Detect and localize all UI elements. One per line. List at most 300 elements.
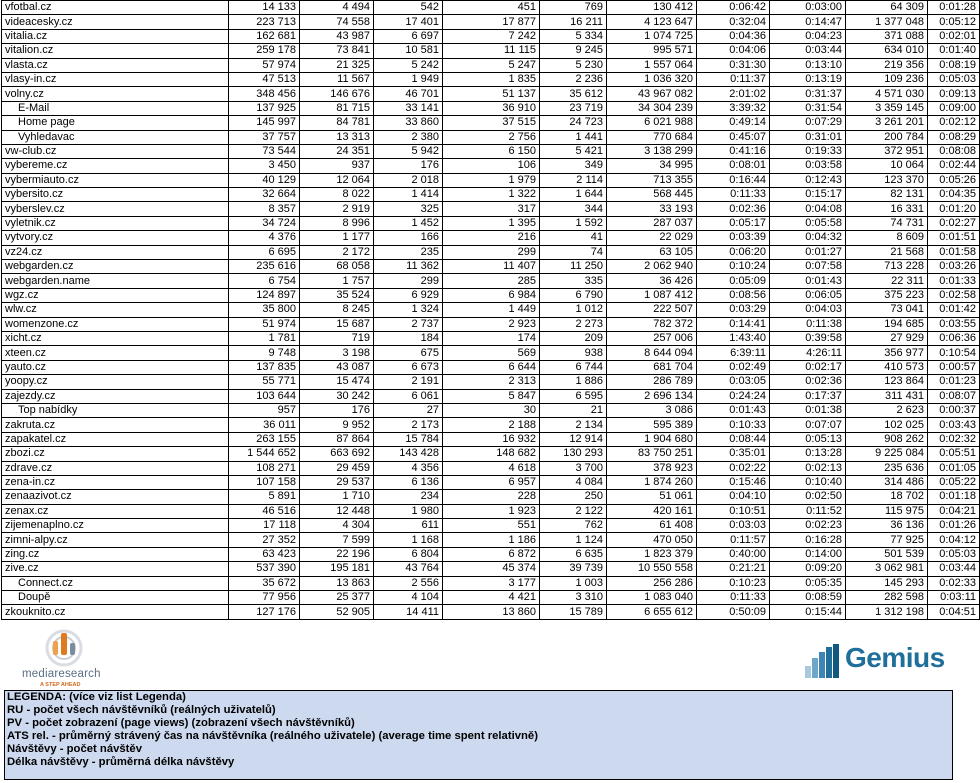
value-cell: 0:00:37 — [928, 403, 980, 417]
value-cell: 36 136 — [846, 519, 928, 533]
value-cell: 6 804 — [374, 547, 443, 561]
value-cell: 34 724 — [229, 216, 300, 230]
value-cell: 10 064 — [846, 159, 928, 173]
site-name-cell: vlasta.cz — [2, 58, 229, 72]
value-cell: 15 784 — [374, 432, 443, 446]
site-name-cell: webgarden.name — [2, 274, 229, 288]
value-cell: 0:05:17 — [697, 216, 770, 230]
value-cell: 1 452 — [374, 216, 443, 230]
value-cell: 27 929 — [846, 331, 928, 345]
value-cell: 29 537 — [300, 475, 374, 489]
value-cell: 9 225 084 — [846, 447, 928, 461]
value-cell: 2 556 — [374, 576, 443, 590]
table-row — [2, 490, 980, 504]
value-cell: 937 — [300, 159, 374, 173]
value-cell: 8 644 094 — [607, 346, 697, 360]
value-cell: 569 — [443, 346, 540, 360]
value-cell: 0:01:40 — [928, 44, 980, 58]
value-cell: 0:05:26 — [928, 173, 980, 187]
value-cell: 137 835 — [229, 360, 300, 374]
value-cell: 0:03:44 — [770, 44, 846, 58]
value-cell: 0:01:27 — [770, 245, 846, 259]
value-cell: 0:02:22 — [697, 461, 770, 475]
value-cell: 63 423 — [229, 547, 300, 561]
value-cell: 0:14:47 — [770, 15, 846, 29]
value-cell: 3 086 — [607, 403, 697, 417]
value-cell: 314 486 — [846, 475, 928, 489]
value-cell: 8 996 — [300, 216, 374, 230]
value-cell: 0:04:03 — [770, 303, 846, 317]
value-cell: 43 087 — [300, 360, 374, 374]
value-cell: 0:11:33 — [697, 188, 770, 202]
value-cell: 0:02:13 — [770, 461, 846, 475]
value-cell: 4 376 — [229, 231, 300, 245]
value-cell: 0:21:21 — [697, 562, 770, 576]
table-row — [2, 202, 980, 216]
value-cell: 0:03:03 — [697, 519, 770, 533]
value-cell: 1 886 — [540, 375, 607, 389]
table-row — [2, 288, 980, 302]
value-cell: 0:01:38 — [770, 403, 846, 417]
value-cell: 6 957 — [443, 475, 540, 489]
value-cell: 0:19:33 — [770, 144, 846, 158]
value-cell: 14 411 — [374, 605, 443, 619]
site-name-cell: xteen.cz — [2, 346, 229, 360]
value-cell: 663 692 — [300, 447, 374, 461]
mediaresearch-logo — [22, 628, 112, 694]
table-row — [2, 317, 980, 331]
value-cell: 0:16:44 — [697, 173, 770, 187]
value-cell: 1 923 — [443, 504, 540, 518]
value-cell: 146 676 — [300, 87, 374, 101]
table-row — [2, 15, 980, 29]
value-cell: 542 — [374, 1, 443, 15]
value-cell: 228 — [443, 490, 540, 504]
value-cell: 675 — [374, 346, 443, 360]
value-cell: 84 781 — [300, 116, 374, 130]
value-cell: 11 250 — [540, 260, 607, 274]
value-cell: 0:03:43 — [928, 418, 980, 432]
table-row — [2, 504, 980, 518]
table-row — [2, 72, 980, 86]
value-cell: 6 673 — [374, 360, 443, 374]
value-cell: 115 975 — [846, 504, 928, 518]
value-cell: 6 872 — [443, 547, 540, 561]
value-cell: 43 987 — [300, 29, 374, 43]
value-cell: 1 644 — [540, 188, 607, 202]
value-cell: 1 036 320 — [607, 72, 697, 86]
value-cell: 0:03:29 — [697, 303, 770, 317]
table-row — [2, 591, 980, 605]
value-cell: 36 011 — [229, 418, 300, 432]
value-cell: 11 115 — [443, 44, 540, 58]
table-row — [2, 188, 980, 202]
site-name-cell: volny.cz — [2, 87, 229, 101]
value-cell: 0:02:01 — [928, 29, 980, 43]
value-cell: 15 789 — [540, 605, 607, 619]
value-cell: 0:06:05 — [770, 288, 846, 302]
value-cell: 2 062 940 — [607, 260, 697, 274]
value-cell: 0:00:57 — [928, 360, 980, 374]
value-cell: 4 421 — [443, 591, 540, 605]
value-cell: 1 823 379 — [607, 547, 697, 561]
value-cell: 0:01:23 — [928, 375, 980, 389]
value-cell: 148 682 — [443, 447, 540, 461]
value-cell: 681 704 — [607, 360, 697, 374]
value-cell: 74 731 — [846, 216, 928, 230]
value-cell: 57 974 — [229, 58, 300, 72]
value-cell: 4 123 647 — [607, 15, 697, 29]
value-cell: 1 083 040 — [607, 591, 697, 605]
table-row — [2, 173, 980, 187]
value-cell: 0:06:42 — [697, 1, 770, 15]
value-cell: 1 757 — [300, 274, 374, 288]
value-cell: 6 595 — [540, 389, 607, 403]
value-cell: 235 — [374, 245, 443, 259]
table-row — [2, 1, 980, 15]
value-cell: 0:05:03 — [928, 72, 980, 86]
value-cell: 25 377 — [300, 591, 374, 605]
value-cell: 0:13:28 — [770, 447, 846, 461]
value-cell: 1 980 — [374, 504, 443, 518]
value-cell: 33 193 — [607, 202, 697, 216]
value-cell: 143 428 — [374, 447, 443, 461]
value-cell: 1 003 — [540, 576, 607, 590]
value-cell: 77 956 — [229, 591, 300, 605]
value-cell: 0:01:28 — [928, 1, 980, 15]
value-cell: 0:04:06 — [697, 44, 770, 58]
value-cell: 4 571 030 — [846, 87, 928, 101]
value-cell: 8 022 — [300, 188, 374, 202]
value-cell: 27 — [374, 403, 443, 417]
value-cell: 235 616 — [229, 260, 300, 274]
site-name-cell: zdrave.cz — [2, 461, 229, 475]
site-name-cell: webgarden.cz — [2, 260, 229, 274]
value-cell: 200 784 — [846, 130, 928, 144]
value-cell: 7 242 — [443, 29, 540, 43]
site-name-cell: xicht.cz — [2, 331, 229, 345]
value-cell: 713 355 — [607, 173, 697, 187]
value-cell: 0:12:43 — [770, 173, 846, 187]
value-cell: 611 — [374, 519, 443, 533]
value-cell: 51 974 — [229, 317, 300, 331]
legend-box — [4, 690, 953, 780]
value-cell: 2 236 — [540, 72, 607, 86]
site-name-cell: zajezdy.cz — [2, 389, 229, 403]
value-cell: 0:05:51 — [928, 447, 980, 461]
value-cell: 235 636 — [846, 461, 928, 475]
value-cell: 209 — [540, 331, 607, 345]
value-cell: 2 273 — [540, 317, 607, 331]
value-cell: 3 450 — [229, 159, 300, 173]
value-cell: 11 407 — [443, 260, 540, 274]
value-cell: 2:01:02 — [697, 87, 770, 101]
value-cell: 40 129 — [229, 173, 300, 187]
legend-line: Délka návštěvy - průměrná délka návštěvy — [7, 756, 235, 768]
value-cell: 0:39:58 — [770, 331, 846, 345]
value-cell: 35 672 — [229, 576, 300, 590]
value-cell: 1 324 — [374, 303, 443, 317]
value-cell: 1 087 412 — [607, 288, 697, 302]
value-cell: 0:04:08 — [770, 202, 846, 216]
value-cell: 0:09:20 — [770, 562, 846, 576]
value-cell: 2 737 — [374, 317, 443, 331]
value-cell: 45 374 — [443, 562, 540, 576]
value-cell: 1 544 652 — [229, 447, 300, 461]
value-cell: 9 952 — [300, 418, 374, 432]
site-name-cell: vyberslev.cz — [2, 202, 229, 216]
value-cell: 234 — [374, 490, 443, 504]
value-cell: 223 713 — [229, 15, 300, 29]
site-name-cell: vyletnik.cz — [2, 216, 229, 230]
site-name-cell: womenzone.cz — [2, 317, 229, 331]
value-cell: 43 967 082 — [607, 87, 697, 101]
value-cell: 8 357 — [229, 202, 300, 216]
value-cell: 259 178 — [229, 44, 300, 58]
value-cell: 6 644 — [443, 360, 540, 374]
value-cell: 2 756 — [443, 130, 540, 144]
value-cell: 451 — [443, 1, 540, 15]
value-cell: 2 172 — [300, 245, 374, 259]
value-cell: 0:15:17 — [770, 188, 846, 202]
value-cell: 0:11:57 — [697, 533, 770, 547]
value-cell: 0:10:54 — [928, 346, 980, 360]
value-cell: 24 351 — [300, 144, 374, 158]
value-cell: 0:01:20 — [928, 202, 980, 216]
value-cell: 287 037 — [607, 216, 697, 230]
value-cell: 256 286 — [607, 576, 697, 590]
value-cell: 1 557 064 — [607, 58, 697, 72]
table-row — [2, 274, 980, 288]
value-cell: 5 230 — [540, 58, 607, 72]
value-cell: 0:11:37 — [697, 72, 770, 86]
table-row — [2, 44, 980, 58]
value-cell: 9 748 — [229, 346, 300, 360]
value-cell: 73 041 — [846, 303, 928, 317]
value-cell: 32 664 — [229, 188, 300, 202]
value-cell: 33 860 — [374, 116, 443, 130]
value-cell: 0:08:01 — [697, 159, 770, 173]
value-cell: 568 445 — [607, 188, 697, 202]
value-cell: 9 245 — [540, 44, 607, 58]
value-cell: 0:09:13 — [928, 87, 980, 101]
value-cell: 1 874 260 — [607, 475, 697, 489]
value-cell: 0:04:12 — [928, 533, 980, 547]
value-cell: 311 431 — [846, 389, 928, 403]
value-cell: 1 124 — [540, 533, 607, 547]
value-cell: 3:39:32 — [697, 101, 770, 115]
site-name-cell: wlw.cz — [2, 303, 229, 317]
value-cell: 15 474 — [300, 375, 374, 389]
value-cell: 0:02:58 — [928, 288, 980, 302]
site-name-cell: zenaazivot.cz — [2, 490, 229, 504]
value-cell: 0:02:12 — [928, 116, 980, 130]
value-cell: 10 581 — [374, 44, 443, 58]
value-cell: 0:05:22 — [928, 475, 980, 489]
value-cell: 2 919 — [300, 202, 374, 216]
value-cell: 21 568 — [846, 245, 928, 259]
table-row — [2, 432, 980, 446]
value-cell: 6 697 — [374, 29, 443, 43]
value-cell: 6 754 — [229, 274, 300, 288]
value-cell: 130 412 — [607, 1, 697, 15]
value-cell: 356 977 — [846, 346, 928, 360]
value-cell: 0:04:23 — [770, 29, 846, 43]
value-cell: 74 558 — [300, 15, 374, 29]
value-cell: 16 331 — [846, 202, 928, 216]
value-cell: 1 441 — [540, 130, 607, 144]
value-cell: 0:02:32 — [928, 432, 980, 446]
value-cell: 0:40:00 — [697, 547, 770, 561]
value-cell: 176 — [374, 159, 443, 173]
value-cell: 30 — [443, 403, 540, 417]
value-cell: 634 010 — [846, 44, 928, 58]
value-cell: 30 242 — [300, 389, 374, 403]
value-cell: 36 910 — [443, 101, 540, 115]
value-cell: 5 942 — [374, 144, 443, 158]
value-cell: 5 891 — [229, 490, 300, 504]
value-cell: 0:01:43 — [770, 274, 846, 288]
legend-line: RU - počet všech návštěvníků (reálných uživatelů) — [7, 704, 276, 716]
value-cell: 1 781 — [229, 331, 300, 345]
table-row — [2, 159, 980, 173]
value-cell: 6 790 — [540, 288, 607, 302]
value-cell: 285 — [443, 274, 540, 288]
value-cell: 1 592 — [540, 216, 607, 230]
value-cell: 39 739 — [540, 562, 607, 576]
value-cell: 106 — [443, 159, 540, 173]
table-row — [2, 547, 980, 561]
table-row — [2, 216, 980, 230]
table-row — [2, 447, 980, 461]
value-cell: 35 800 — [229, 303, 300, 317]
value-cell: 12 914 — [540, 432, 607, 446]
value-cell: 6:39:11 — [697, 346, 770, 360]
value-cell: 6 136 — [374, 475, 443, 489]
site-name-cell: Top nabídky — [2, 403, 229, 417]
value-cell: 0:13:19 — [770, 72, 846, 86]
value-cell: 222 507 — [607, 303, 697, 317]
value-cell: 145 293 — [846, 576, 928, 590]
value-cell: 0:02:27 — [928, 216, 980, 230]
value-cell: 908 262 — [846, 432, 928, 446]
value-cell: 0:03:05 — [697, 375, 770, 389]
value-cell: 16 932 — [443, 432, 540, 446]
value-cell: 282 598 — [846, 591, 928, 605]
value-cell: 0:03:00 — [770, 1, 846, 15]
value-cell: 1 322 — [443, 188, 540, 202]
value-cell: 0:02:36 — [697, 202, 770, 216]
value-cell: 713 228 — [846, 260, 928, 274]
value-cell: 74 — [540, 245, 607, 259]
legend-line: Návštěvy - počet návštěv — [7, 743, 143, 755]
value-cell: 107 158 — [229, 475, 300, 489]
value-cell: 0:08:29 — [928, 130, 980, 144]
value-cell: 0:08:44 — [697, 432, 770, 446]
value-cell: 0:31:37 — [770, 87, 846, 101]
value-cell: 13 313 — [300, 130, 374, 144]
table-row — [2, 519, 980, 533]
value-cell: 3 700 — [540, 461, 607, 475]
table-row — [2, 87, 980, 101]
value-cell: 4:26:11 — [770, 346, 846, 360]
value-cell: 0:05:35 — [770, 576, 846, 590]
value-cell: 0:10:51 — [697, 504, 770, 518]
site-name-cell: Home page — [2, 116, 229, 130]
value-cell: 5 247 — [443, 58, 540, 72]
value-cell: 0:31:30 — [697, 58, 770, 72]
value-cell: 470 050 — [607, 533, 697, 547]
site-name-cell: vw-club.cz — [2, 144, 229, 158]
value-cell: 537 390 — [229, 562, 300, 576]
value-cell: 1 377 048 — [846, 15, 928, 29]
site-name-cell: zapakatel.cz — [2, 432, 229, 446]
value-cell: 23 719 — [540, 101, 607, 115]
value-cell: 0:01:43 — [697, 403, 770, 417]
value-cell: 4 494 — [300, 1, 374, 15]
value-cell: 6 744 — [540, 360, 607, 374]
value-cell: 0:31:01 — [770, 130, 846, 144]
value-cell: 1 710 — [300, 490, 374, 504]
site-name-cell: videacesky.cz — [2, 15, 229, 29]
value-cell: 0:02:44 — [928, 159, 980, 173]
value-cell: 0:14:41 — [697, 317, 770, 331]
value-cell: 21 — [540, 403, 607, 417]
table-row — [2, 360, 980, 374]
value-cell: 8 245 — [300, 303, 374, 317]
value-cell: 6 984 — [443, 288, 540, 302]
site-name-cell: zenax.cz — [2, 504, 229, 518]
value-cell: 349 — [540, 159, 607, 173]
value-cell: 22 311 — [846, 274, 928, 288]
value-cell: 124 897 — [229, 288, 300, 302]
value-cell: 33 141 — [374, 101, 443, 115]
value-cell: 7 599 — [300, 533, 374, 547]
value-cell: 0:06:36 — [928, 331, 980, 345]
value-cell: 4 356 — [374, 461, 443, 475]
value-cell: 1 012 — [540, 303, 607, 317]
value-cell: 36 426 — [607, 274, 697, 288]
value-cell: 2 173 — [374, 418, 443, 432]
value-cell: 3 138 299 — [607, 144, 697, 158]
value-cell: 420 161 — [607, 504, 697, 518]
value-cell: 372 951 — [846, 144, 928, 158]
value-cell: 5 421 — [540, 144, 607, 158]
value-cell: 46 701 — [374, 87, 443, 101]
value-cell: 3 310 — [540, 591, 607, 605]
value-cell: 0:08:56 — [697, 288, 770, 302]
value-cell: 0:03:39 — [697, 231, 770, 245]
value-cell: 0:16:28 — [770, 533, 846, 547]
value-cell: 0:05:09 — [697, 274, 770, 288]
value-cell: 0:13:10 — [770, 58, 846, 72]
value-cell: 1 074 725 — [607, 29, 697, 43]
value-cell: 0:04:51 — [928, 605, 980, 619]
value-cell: 176 — [300, 403, 374, 417]
table-row — [2, 260, 980, 274]
table-row — [2, 346, 980, 360]
value-cell: 4 618 — [443, 461, 540, 475]
site-name-cell: wgz.cz — [2, 288, 229, 302]
table-row — [2, 562, 980, 576]
site-name-cell: zkouknito.cz — [2, 605, 229, 619]
value-cell: 27 352 — [229, 533, 300, 547]
table-row — [2, 475, 980, 489]
value-cell: 0:08:07 — [928, 389, 980, 403]
value-cell: 0:11:33 — [697, 591, 770, 605]
value-cell: 0:03:44 — [928, 562, 980, 576]
value-cell: 13 860 — [443, 605, 540, 619]
